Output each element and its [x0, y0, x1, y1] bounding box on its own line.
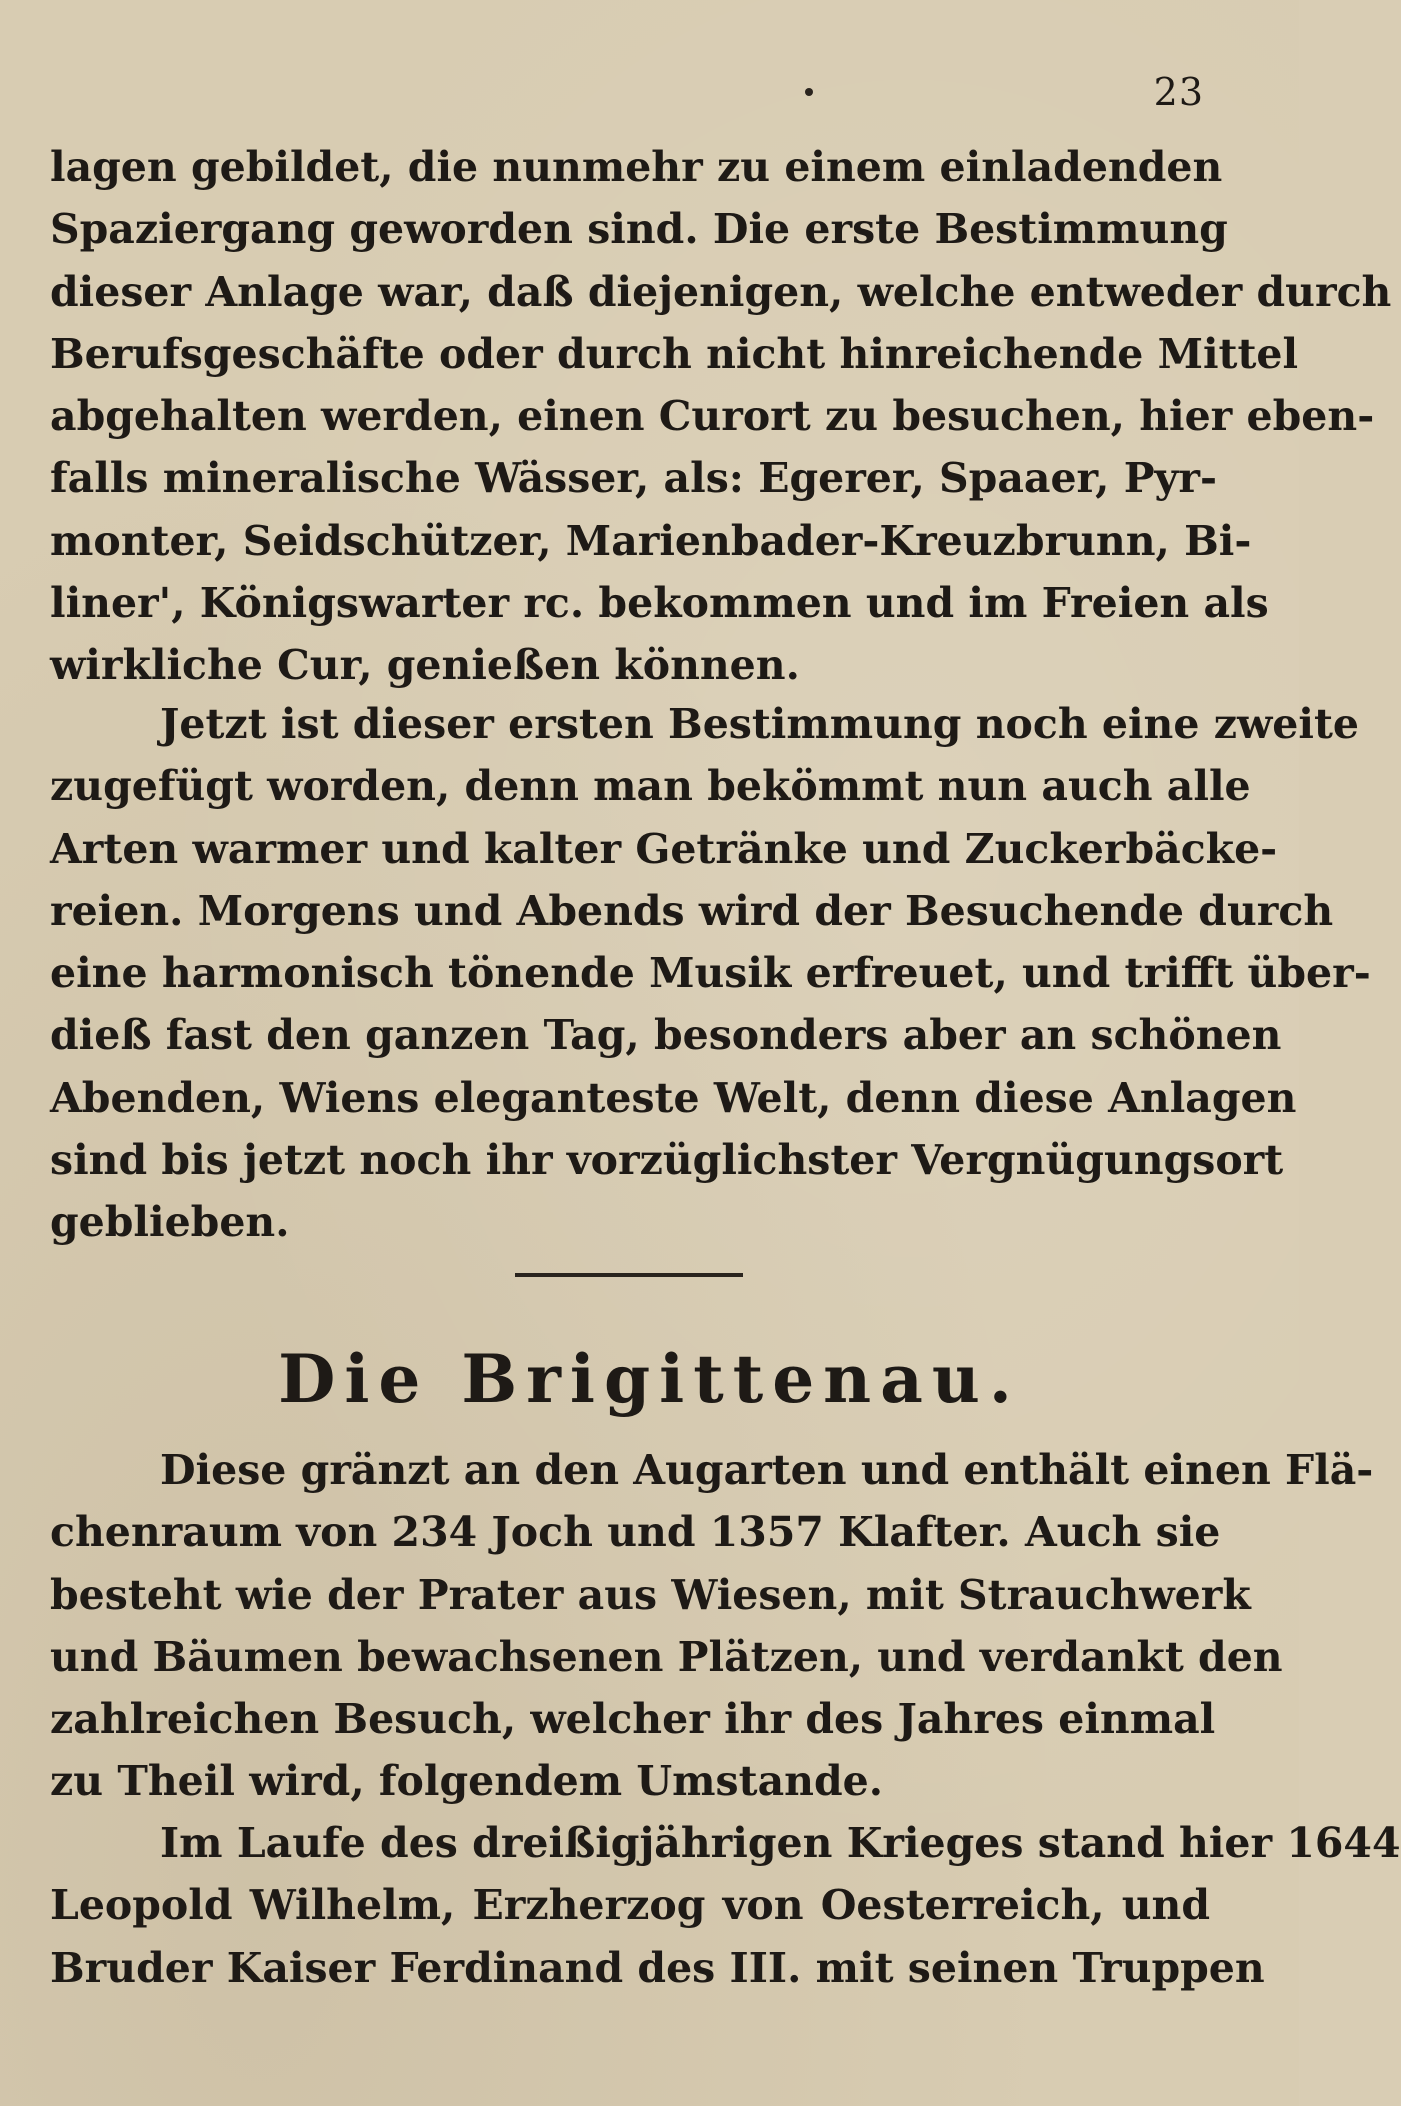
section-divider — [515, 1273, 743, 1277]
paragraph-1-line: Spaziergang geworden sind. Die erste Bestimmung — [50, 205, 1228, 254]
paragraph-1-line: Berufsgeschäfte oder durch nicht hinreichende Mittel — [50, 329, 1299, 378]
paragraph-3 — [50, 1439, 1374, 1813]
paragraph-4 — [50, 1812, 1401, 1999]
paragraph-2-line: Abenden, Wiens eleganteste Welt, denn diese Anlagen — [50, 1073, 1297, 1122]
paragraph-3-line: besteht wie der Prater aus Wiesen, mit Strauchwerk — [50, 1570, 1251, 1619]
paragraph-2-line: Jetzt ist dieser ersten Bestimmung noch eine zweite — [160, 700, 1359, 748]
paragraph-1-line: abgehalten werden, einen Curort zu besuchen, hier eben- — [50, 392, 1375, 441]
paragraph-2-line: geblieben. — [50, 1198, 290, 1247]
paragraph-2-line: reien. Morgens und Abends wird der Besuchende durch — [50, 886, 1334, 935]
paragraph-1 — [50, 136, 1392, 697]
paragraph-2-line: eine harmonisch tönende Musik erfreuet, und trifft über- — [50, 949, 1371, 998]
paragraph-2-line: zugefügt worden, denn man bekömmt nun auch alle — [50, 762, 1251, 811]
paragraph-3-line: zu Theil wird, folgendem Umstande. — [50, 1757, 883, 1806]
paragraph-3-line: chenraum von 234 Joch und 1357 Klafter. Auch sie — [50, 1508, 1221, 1557]
paragraph-2-line: sind bis jetzt noch ihr vorzüglichster Vergnügungsort — [50, 1136, 1284, 1185]
paragraph-3-line: und Bäumen bewachsenen Plätzen, und verdankt den — [50, 1632, 1283, 1681]
paragraph-1-line: liner', Königswarter rc. bekommen und im Freien als — [50, 579, 1269, 628]
paragraph-3-line: Diese gränzt an den Augarten und enthält einen Flä- — [160, 1446, 1374, 1494]
paragraph-4-line: Leopold Wilhelm, Erzherzog von Oesterreich, und — [50, 1881, 1210, 1930]
paragraph-1-line: monter, Seidschützer, Marienbader-Kreuzbrunn, Bi- — [50, 516, 1252, 565]
paragraph-4-line: Bruder Kaiser Ferdinand des III. mit seinen Truppen — [50, 1943, 1265, 1992]
paragraph-1-line: dieser Anlage war, daß diejenigen, welche entweder durch — [50, 267, 1392, 316]
paragraph-2-line: Arten warmer und kalter Getränke und Zuckerbäcke- — [50, 824, 1278, 873]
section-heading: Die Brigittenau. — [278, 1340, 1021, 1418]
paragraph-1-line: falls mineralische Wässer, als: Egerer, Spaaer, Pyr- — [50, 454, 1217, 503]
paragraph-1-line: lagen gebildet, die nunmehr zu einem einladenden — [50, 143, 1223, 191]
ink-speck — [805, 88, 813, 96]
paragraph-3-line: zahlreichen Besuch, welcher ihr des Jahres einmal — [50, 1695, 1216, 1744]
paragraph-2 — [50, 693, 1371, 1254]
paragraph-4-line: Im Laufe des dreißigjährigen Krieges stand hier 1644 — [160, 1819, 1401, 1867]
paragraph-1-line: wirkliche Cur, genießen können. — [50, 641, 800, 690]
paragraph-2-line: dieß fast den ganzen Tag, besonders aber an schönen — [50, 1011, 1282, 1060]
page-number: 23 — [1153, 70, 1204, 114]
